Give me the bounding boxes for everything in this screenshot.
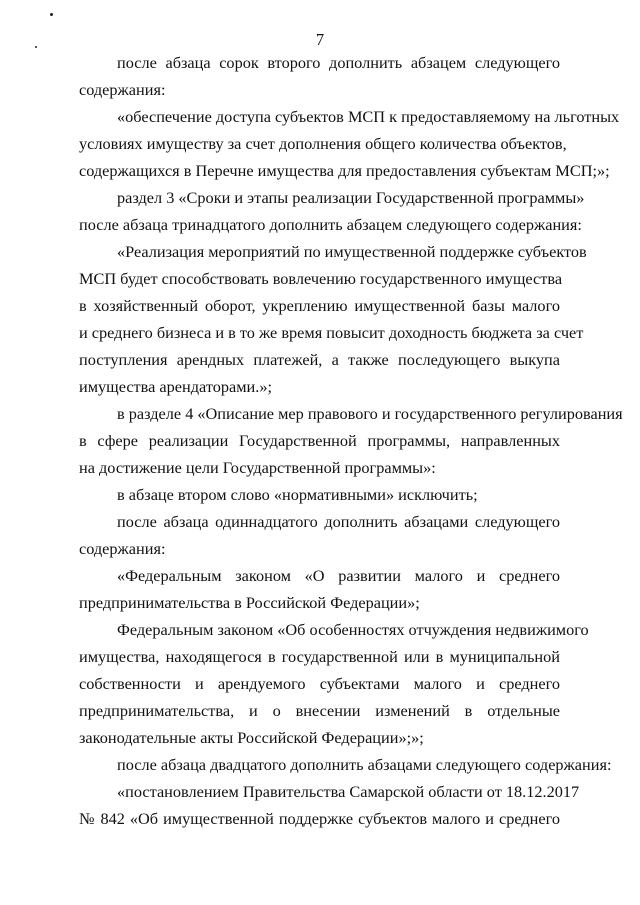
text-line: № 842 «Об имущественной поддержке субъектов малого и среднего <box>79 809 560 828</box>
text-line: законодательные акты Российской Федерации»;»; <box>79 728 424 747</box>
text-line: собственности и арендуемого субъектами малого и среднего <box>79 674 560 693</box>
text-line: «постановлением Правительства Самарской области от 18.12.2017 <box>117 782 580 801</box>
text-line: содержащихся в Перечне имущества для предоставления субъектам МСП;»; <box>79 161 610 180</box>
text-line: после абзаца двадцатого дополнить абзацами следующего содержания: <box>117 755 612 774</box>
text-line: поступления арендных платежей, а также последующего выкупа <box>79 350 560 369</box>
text-line: имущества, находящегося в государственной или в муниципальной <box>79 647 560 666</box>
text-line: в хозяйственный оборот, укреплению имущественной базы малого <box>79 296 560 315</box>
text-line: раздел 3 «Сроки и этапы реализации Государственной программы» <box>117 188 585 207</box>
text-line: условиях имуществу за счет дополнения общего количества объектов, <box>79 134 567 153</box>
text-line: МСП будет способствовать вовлечению государственного имущества <box>79 269 563 288</box>
text-line: после абзаца тринадцатого дополнить абзацем следующего содержания: <box>79 215 582 234</box>
text-line: на достижение цели Государственной программы»: <box>79 458 436 477</box>
text-line: «Федеральным законом «О развитии малого и среднего <box>117 566 560 585</box>
text-line: содержания: <box>79 80 166 99</box>
text-line: содержания: <box>79 539 166 558</box>
page-number: 7 <box>315 30 325 49</box>
text-line: Федеральным законом «Об особенностях отчуждения недвижимого <box>117 620 589 639</box>
text-line: «Реализация мероприятий по имущественной поддержке субъектов <box>117 242 587 261</box>
text-line: предпринимательства в Российской Федерации»; <box>79 593 420 612</box>
text-line: «обеспечение доступа субъектов МСП к предоставляемому на льготных <box>117 107 620 126</box>
text-line: и среднего бизнеса и в то же время повысит доходность бюджета за счет <box>79 323 584 342</box>
text-line: после абзаца сорок второго дополнить абзацем следующего <box>117 53 560 72</box>
scan-speck <box>50 13 53 16</box>
text-line: в сфере реализации Государственной программы, направленных <box>79 431 560 450</box>
text-line: в разделе 4 «Описание мер правового и государственного регулирования <box>117 404 623 423</box>
text-line: в абзаце втором слово «нормативными» исключить; <box>117 485 478 504</box>
text-line: предпринимательства, и о внесении изменений в отдельные <box>79 701 560 720</box>
text-line: имущества арендаторами.»; <box>79 377 272 396</box>
text-line: после абзаца одиннадцатого дополнить абзацами следующего <box>117 512 560 531</box>
